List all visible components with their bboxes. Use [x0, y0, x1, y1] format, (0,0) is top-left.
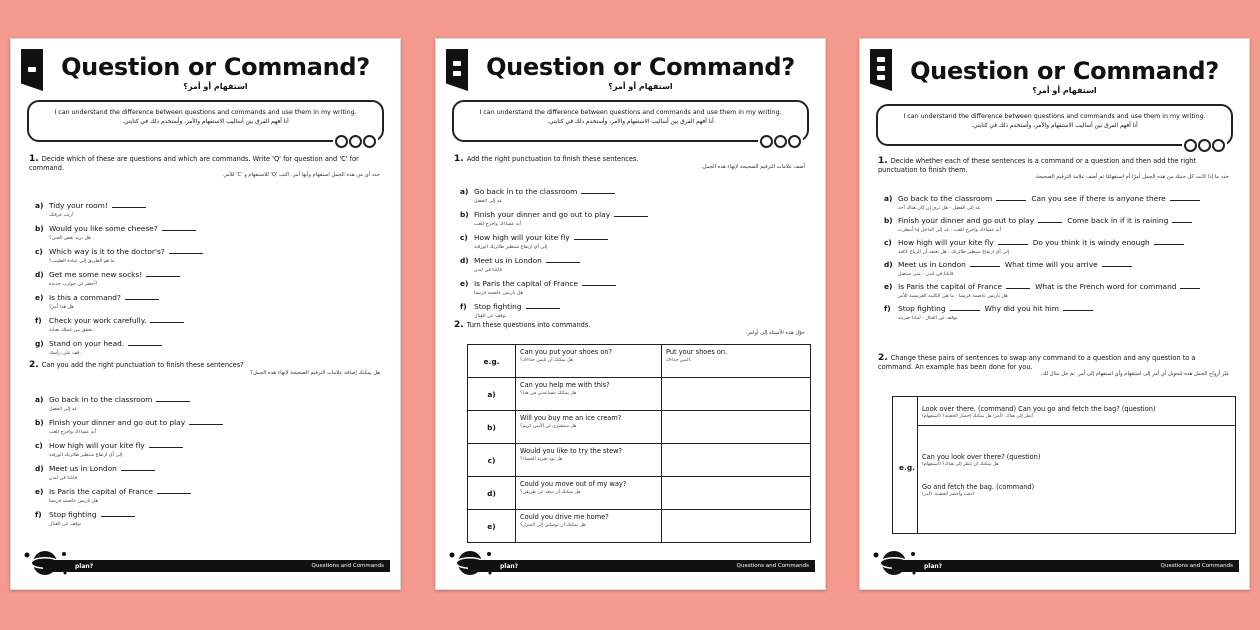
worksheet-title: Question or Command? [61, 53, 370, 81]
item-text-2: What is the French word for command [1035, 282, 1177, 291]
example-sentence [922, 405, 1156, 419]
question-text-arabic: حوّل هذه الأسئلة إلى أوامر. [745, 329, 805, 336]
answer-cell[interactable] [662, 477, 811, 510]
list-item [460, 202, 648, 227]
item-letter: c) [35, 247, 43, 256]
answer-blank[interactable] [1180, 288, 1200, 289]
footer-label: Questions and Commands [1160, 563, 1233, 569]
question-text: Would you like to try the stew? [520, 447, 622, 455]
list-item [35, 502, 135, 527]
item-letter: g) [35, 339, 44, 348]
question-cell [516, 345, 662, 378]
table-row [468, 345, 811, 378]
table-row [468, 477, 811, 510]
answer-cell[interactable] [662, 510, 811, 543]
item-letter: a) [884, 194, 893, 203]
answer-blank[interactable] [128, 345, 162, 346]
question-cell [516, 378, 662, 411]
list-item [460, 294, 560, 319]
item-text-arabic: أحضر لي جوارب جديدة! [49, 282, 98, 287]
answer-cell[interactable] [662, 345, 811, 378]
item-letter: e) [35, 293, 44, 302]
question-number: 1. [454, 154, 464, 164]
list-item [35, 456, 155, 481]
question-1-heading [878, 157, 1229, 181]
objective-text: I can understand the difference between questions and commands and use them in my writing. [479, 109, 782, 116]
item-text-arabic: هل باريس عاصمة فرنسا [49, 499, 99, 504]
question-text-arabic: غيّر أزواج الجمل هذه لتحويل أي أمر إلى استفهام وأي استفهام إلى أمر. تم حل مثال لك. [1040, 371, 1229, 377]
question-text-arabic: هل يمكنك أن توصلني إلى المنزل؟ [520, 523, 586, 528]
list-item [35, 193, 146, 218]
question-text-arabic: هل تود تجربة الحساء؟ [520, 457, 563, 462]
row-divider [917, 425, 1235, 426]
learning-objective [452, 100, 809, 142]
question-text-arabic: حدد ما إذا كانت كل جملة من هذه الجمل أمرًا أم استفهامًا ثم أضف علامة الترقيم الصحيحة. [1034, 174, 1229, 180]
answer-cell[interactable] [662, 444, 811, 477]
answer-blank[interactable] [1063, 310, 1093, 311]
answer-cell[interactable] [662, 378, 811, 411]
footer-bar [468, 560, 815, 572]
item-letter: c) [884, 238, 892, 247]
answer-blank[interactable] [614, 216, 648, 217]
answer-blank[interactable] [157, 493, 191, 494]
item-text-arabic-2: لماذا ضربته [898, 316, 921, 321]
item-text: Stop fighting [49, 510, 97, 519]
answer-blank[interactable] [121, 470, 155, 471]
question-text: Will you buy me an ice cream? [520, 414, 622, 422]
question-text: Could you move out of my way? [520, 480, 627, 488]
item-text-arabic: عد إلى الفصل [474, 199, 503, 204]
question-text: Turn these questions into commands. [466, 321, 591, 329]
table-row [468, 411, 811, 444]
answer-blank[interactable] [1172, 222, 1192, 223]
answer-blank[interactable] [112, 207, 146, 208]
item-letter: c) [460, 233, 468, 242]
question-cell [516, 510, 662, 543]
item-text-arabic: أنهِ عشاءك واخرج للعب [474, 222, 522, 227]
answer-blank[interactable] [146, 276, 180, 277]
footer-label: Questions and Commands [736, 563, 809, 569]
answer-text: Put your shoes on. [666, 348, 728, 356]
table-row [468, 510, 811, 543]
answer-blank[interactable] [996, 200, 1026, 201]
item-letter: b) [35, 224, 44, 233]
question-text-arabic: هل يمكنك أن تبتعد عن طريقي؟ [520, 490, 581, 495]
example-label: e.g. [899, 463, 915, 472]
commands-table [467, 344, 811, 543]
row-letter: b) [468, 411, 516, 444]
item-text-arabic: هل باريس عاصمة فرنسا · ما هي الكلمة الفرنسية للأمر [898, 294, 1008, 299]
item-letter: e) [460, 279, 469, 288]
question-text: Can you help me with this? [520, 381, 610, 389]
list-item [35, 331, 162, 356]
item-text-arabic-2: هل تعتقد أن الرياح كافية [898, 250, 947, 255]
footer-brand: plan? [924, 562, 943, 570]
item-text-arabic: أنهِ عشاءك واخرج للعب · عد إلى الداخل إذا أمطرت [898, 228, 1001, 233]
question-cell [516, 444, 662, 477]
item-text: Is Paris the capital of France [898, 282, 1003, 291]
item-text-2: Come back in if it is raining [1067, 216, 1169, 225]
item-letter: d) [460, 256, 469, 265]
question-text: Can you add the right punctuation to finish these sentences? [41, 361, 244, 369]
item-text-arabic: توقف عن القتال [474, 314, 507, 319]
item-text: How high will your kite fly [898, 238, 994, 247]
item-text-2: What time will you arrive [1004, 260, 1098, 269]
item-letter: d) [884, 260, 893, 269]
learning-objective [27, 100, 384, 142]
answer-text-arabic: البس حذاءك. [666, 358, 692, 363]
column-divider [917, 397, 918, 533]
answer-sentence[interactable] [922, 453, 1040, 467]
item-text-arabic-1: توقف عن القتال [925, 316, 958, 321]
answer-text: Can you look over there? (question) [922, 453, 1041, 461]
answer-blank[interactable] [149, 447, 183, 448]
question-cell [516, 411, 662, 444]
list-item [460, 225, 608, 250]
item-text: Stop fighting [898, 304, 946, 313]
item-text-arabic: قابلنا في لندن [49, 476, 77, 481]
list-item [460, 179, 615, 204]
answer-text-arabic: هل يمكنك أن تنظر إلى هناك؟ (استفهام) [922, 462, 999, 467]
item-text-arabic-1: عد إلى الفصل [952, 206, 981, 211]
item-text: Meet us in London [474, 256, 542, 265]
footer-bar [43, 560, 390, 572]
list-item [35, 479, 191, 504]
item-text-arabic-2: هل ترى إن كان هناك أحد [898, 206, 948, 211]
worksheet-title-arabic: استفهام أو أمر؟ [183, 82, 248, 91]
objective-text-arabic: أنا أفهم الفرق بين أساليب الاستفهام والأمر، وأستخدم ذلك في كتابتي. [547, 119, 714, 125]
worksheet-title-arabic: استفهام أو أمر؟ [1032, 86, 1097, 95]
item-text-arabic: قابلنا في لندن [474, 268, 502, 273]
question-2-heading [454, 321, 805, 337]
item-text-arabic: ما هو الطريق إلى عيادة الطبيب؟ [49, 259, 115, 264]
objective-text: I can understand the difference between questions and commands and use them in my writing. [903, 113, 1206, 120]
item-text: Stand on your head. [49, 339, 125, 348]
answer-blank[interactable] [970, 266, 1000, 267]
answer-sentence[interactable] [922, 483, 1034, 497]
question-text-arabic: هل ستشتري لي الآيس كريم؟ [520, 424, 577, 429]
item-text-arabic-1: إلى أي ارتفاع ستطير طائرتك [951, 250, 1009, 255]
answer-blank[interactable] [150, 322, 184, 323]
level-badge-icon [21, 49, 43, 91]
item-text-arabic-1: هل باريس عاصمة فرنسا [958, 294, 1008, 299]
item-text: Go back in to the classroom [474, 187, 578, 196]
question-text-arabic: هل يمكنك مساعدتي في هذا؟ [520, 391, 577, 396]
worksheet-title: Question or Command? [910, 57, 1219, 85]
item-text: Tidy your room! [49, 201, 108, 210]
item-text-arabic-2: متى ستصل [898, 272, 921, 277]
answer-blank[interactable] [189, 424, 223, 425]
difficulty-rings-icon [758, 135, 803, 148]
item-letter: d) [35, 270, 44, 279]
objective-text-arabic: أنا أفهم الفرق بين أساليب الاستفهام والأمر، وأستخدم ذلك في كتابتي. [971, 123, 1138, 129]
answer-blank[interactable] [162, 230, 196, 231]
list-item [884, 296, 1093, 321]
learning-objective [876, 104, 1233, 146]
question-2-heading [29, 361, 380, 377]
item-text-arabic: هل هذا أمر؟ [49, 305, 74, 310]
item-letter: f) [460, 302, 467, 311]
item-text-arabic: هل تريد بعض الجبن؟ [49, 236, 91, 241]
item-text: How high will your kite fly [474, 233, 570, 242]
worksheet-2 [435, 38, 826, 590]
item-letter: b) [35, 418, 44, 427]
list-item [35, 216, 196, 241]
answer-blank[interactable] [581, 193, 615, 194]
question-1-heading [454, 155, 805, 171]
answer-cell[interactable] [662, 411, 811, 444]
answer-blank[interactable] [156, 401, 190, 402]
worksheet-footer [21, 555, 390, 575]
answer-text-arabic: اذهب وأحضر الحقيبة. (أمر) [922, 492, 975, 497]
example-text: Look over there. (command) Can you go and fetch the bag? (question) [922, 405, 1156, 413]
footer-brand: plan? [75, 562, 94, 570]
answer-blank[interactable] [1170, 200, 1200, 201]
item-text-arabic: عد إلى الفصل [49, 407, 78, 412]
item-text-2: Can you see if there is anyone there [1031, 194, 1166, 203]
item-text-2: Do you think it is windy enough [1032, 238, 1150, 247]
item-letter: c) [35, 441, 43, 450]
row-letter: e.g. [468, 345, 516, 378]
item-text-arabic: عد إلى الفصل · هل ترى إن كان هناك أحد [898, 206, 981, 211]
question-number: 1. [878, 156, 888, 166]
question-number: 2. [29, 360, 39, 370]
item-text: Which way is it to the doctor's? [49, 247, 165, 256]
item-letter: a) [460, 187, 469, 196]
difficulty-rings-icon [333, 135, 378, 148]
item-text-arabic: توقف عن القتال [49, 522, 82, 527]
item-text: How high will your kite fly [49, 441, 145, 450]
item-text: Meet us in London [898, 260, 966, 269]
answer-blank[interactable] [998, 244, 1028, 245]
answer-blank[interactable] [101, 516, 135, 517]
question-1-heading [29, 155, 380, 179]
item-text-arabic: رتب غرفتك! [49, 213, 74, 218]
answer-blank[interactable] [526, 308, 560, 309]
item-text: Is Paris the capital of France [49, 487, 154, 496]
item-text-arabic: إلى أي ارتفاع ستطير طائرتك الورقية [49, 453, 123, 458]
item-text-arabic: تحقق من عملك بعناية. [49, 328, 94, 333]
table-row [468, 378, 811, 411]
answer-text: Go and fetch the bag. (command) [922, 483, 1035, 491]
item-letter: a) [35, 201, 44, 210]
answer-blank[interactable] [169, 253, 203, 254]
swap-sentences-box [892, 396, 1236, 534]
item-text: Is this a command? [49, 293, 121, 302]
worksheet-footer [870, 555, 1239, 575]
question-text-arabic: هل يمكنك إضافة علامات الترقيم الصحيحة لإنهاء هذه الجمل؟ [250, 369, 380, 376]
question-text-arabic: هل يمكنك أن تلبس حذاءك؟ [520, 358, 574, 363]
list-item [35, 285, 159, 310]
row-letter: c) [468, 444, 516, 477]
answer-blank[interactable] [546, 262, 580, 263]
item-text: Meet us in London [49, 464, 117, 473]
worksheet-title: Question or Command? [486, 53, 795, 81]
list-item [35, 387, 190, 412]
answer-blank[interactable] [125, 299, 159, 300]
question-text: Decide whether each of these sentences is a command or a question and then add the right punctuation to finish them. [878, 157, 1197, 174]
worksheet-title-arabic: استفهام أو أمر؟ [608, 82, 673, 91]
example-text-arabic: انظر إلى هناك. (أمر) هل يمكنك إحضار الحقيبة؟ (استفهام) [922, 414, 1034, 419]
question-2-heading [878, 354, 1229, 378]
question-text: Add the right punctuation to finish these sentences. [466, 155, 639, 163]
table-row [468, 444, 811, 477]
item-letter: b) [460, 210, 469, 219]
answer-blank[interactable] [582, 285, 616, 286]
worksheet-footer [446, 555, 815, 575]
question-number: 2. [454, 320, 464, 330]
list-item [35, 262, 180, 287]
item-letter: e) [884, 282, 893, 291]
difficulty-rings-icon [1182, 139, 1227, 152]
level-badge-icon [870, 49, 892, 91]
item-letter: e) [35, 487, 44, 496]
question-text: Can you put your shoes on? [520, 348, 613, 356]
list-item [460, 248, 580, 273]
item-text: Go back to the classroom [898, 194, 993, 203]
objective-text-arabic: أنا أفهم الفرق بين أساليب الاستفهام والأمر، وأستخدم ذلك في كتابتي. [122, 119, 289, 125]
question-text: Decide which of these are questions and which are commands. Write 'Q' for question and 'C' for command. [29, 155, 359, 172]
item-text: Finish your dinner and go out to play [474, 210, 611, 219]
item-text-arabic: توقف عن القتال · لماذا ضربته [898, 316, 958, 321]
item-text-arabic: هل باريس عاصمة فرنسا [474, 291, 524, 296]
answer-blank[interactable] [574, 239, 608, 240]
worksheet-1 [10, 38, 401, 590]
item-text: Go back in to the classroom [49, 395, 153, 404]
row-letter: d) [468, 477, 516, 510]
item-text-arabic-2: عد إلى الداخل إذا أمطرت [898, 228, 950, 233]
item-text-arabic-1: أنهِ عشاءك واخرج للعب [953, 228, 1001, 233]
item-text-arabic: قابلنا في لندن · متى ستصل [898, 272, 954, 277]
objective-text: I can understand the difference between questions and commands and use them in my writing. [54, 109, 357, 116]
footer-brand: plan? [500, 562, 519, 570]
item-letter: f) [35, 316, 42, 325]
item-text-arabic-1: قابلنا في لندن [925, 272, 954, 277]
level-badge-icon [446, 49, 468, 91]
item-text: Check your work carefully. [49, 316, 147, 325]
item-text-arabic: إلى أي ارتفاع ستطير طائرتك · هل تعتقد أن الرياح كافية [898, 250, 1009, 255]
footer-bar [892, 560, 1239, 572]
question-text-arabic: حدد أي من هذه الجمل استفهام وأيها أمر. اكتب 'Q' للاستفهام و 'C' للأمر. [222, 172, 380, 178]
worksheet-3 [859, 38, 1250, 590]
item-letter: b) [884, 216, 893, 225]
item-text: Would you like some cheese? [49, 224, 158, 233]
answer-blank[interactable] [950, 310, 980, 311]
list-item [35, 410, 223, 435]
item-text: Finish your dinner and go out to play [898, 216, 1035, 225]
list-item [460, 271, 616, 296]
item-letter: f) [35, 510, 42, 519]
question-number: 2. [878, 353, 888, 363]
item-text: Stop fighting [474, 302, 522, 311]
list-item [35, 239, 203, 264]
item-text-arabic: إلى أي ارتفاع ستطير طائرتك الورقية [474, 245, 548, 250]
question-number: 1. [29, 154, 39, 164]
item-text-arabic: أنهِ عشاءك واخرج للعب [49, 430, 97, 435]
item-text: Get me some new socks! [49, 270, 143, 279]
answer-blank[interactable] [1006, 288, 1030, 289]
item-text-arabic-2: ما هي الكلمة الفرنسية للأمر [898, 294, 955, 299]
item-letter: d) [35, 464, 44, 473]
list-item [35, 308, 184, 333]
row-letter: a) [468, 378, 516, 411]
item-text: Is Paris the capital of France [474, 279, 579, 288]
question-text: Change these pairs of sentences to swap any command to a question and any question to a command. An example has been done for you. [878, 354, 1196, 371]
question-text-arabic: أضف علامات الترقيم الصحيحة لإنهاء هذه الجمل. [701, 163, 805, 170]
item-text-2: Why did you hit him [984, 304, 1059, 313]
item-letter: f) [884, 304, 891, 313]
question-cell [516, 477, 662, 510]
item-text: Finish your dinner and go out to play [49, 418, 186, 427]
list-item [35, 433, 183, 458]
item-letter: a) [35, 395, 44, 404]
row-letter: e) [468, 510, 516, 543]
answer-blank[interactable] [1154, 244, 1184, 245]
item-text-arabic: قف على رأسك. [49, 351, 81, 356]
answer-blank[interactable] [1038, 222, 1062, 223]
footer-label: Questions and Commands [311, 563, 384, 569]
answer-blank[interactable] [1102, 266, 1132, 267]
question-text: Could you drive me home? [520, 513, 609, 521]
